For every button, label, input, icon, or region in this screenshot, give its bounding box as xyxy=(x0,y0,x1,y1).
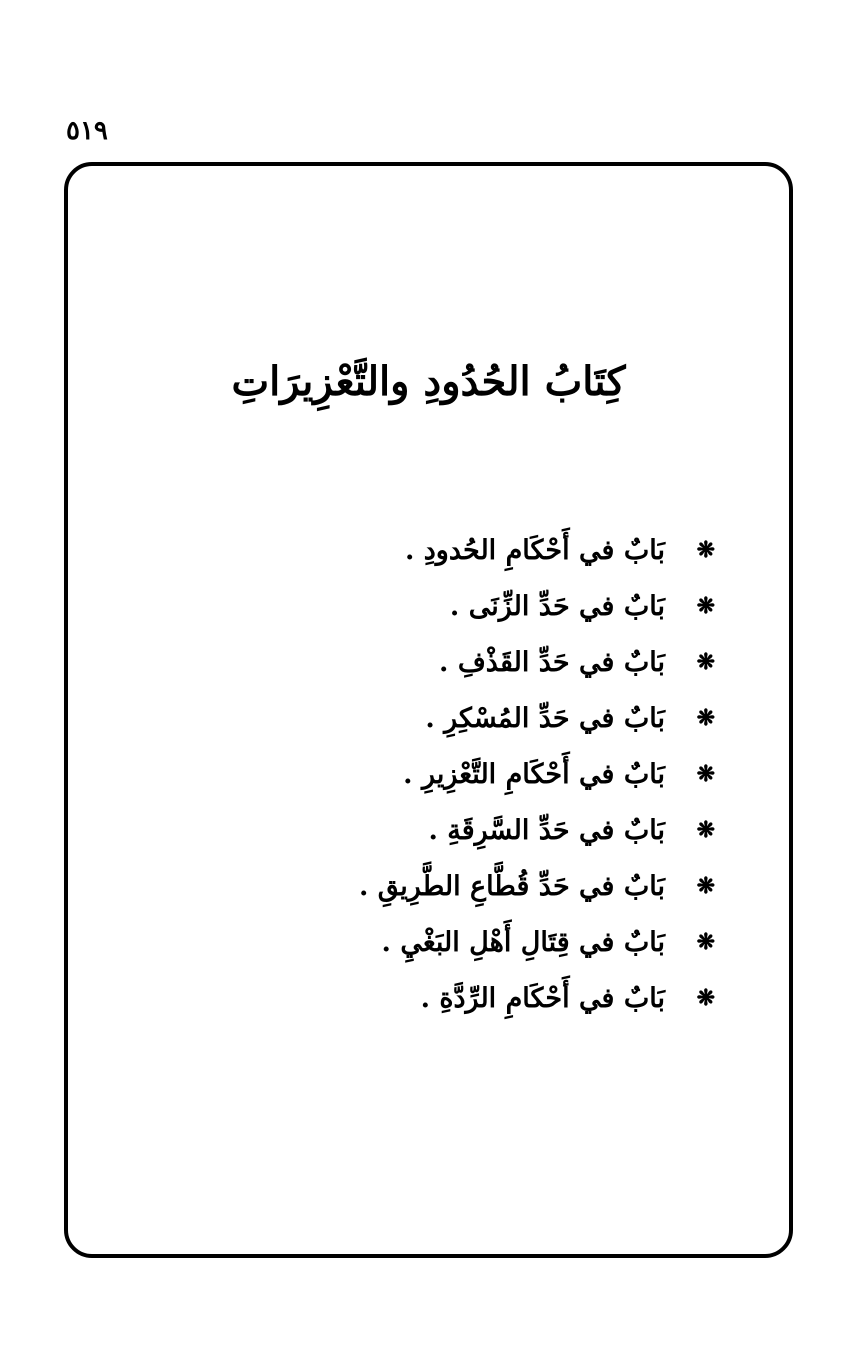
asterisk-bullet-icon: ❋ xyxy=(696,649,715,675)
asterisk-bullet-icon: ❋ xyxy=(696,593,715,619)
chapter-title: بَابٌ في حَدِّ قُطَّاعِ الطَّرِيقِ . xyxy=(358,870,665,902)
asterisk-bullet-icon: ❋ xyxy=(696,985,715,1011)
chapter-item xyxy=(359,522,715,578)
chapter-item xyxy=(359,578,715,634)
chapter-item xyxy=(359,970,715,1026)
chapter-item xyxy=(359,858,715,914)
chapter-title: بَابٌ في أَحْكَامِ التَّعْزِيرِ . xyxy=(403,758,665,790)
chapter-title: بَابٌ في أَحْكَامِ الرِّدَّةِ . xyxy=(420,982,665,1014)
chapter-item xyxy=(359,634,715,690)
chapter-title: بَابٌ في حَدِّ الزِّنَى . xyxy=(449,590,665,622)
chapter-title: بَابٌ في قِتَالِ أَهْلِ البَغْيِ . xyxy=(381,926,665,958)
chapter-title: بَابٌ في حَدِّ المُسْكِرِ . xyxy=(425,702,665,734)
page-number: ٥١٩ xyxy=(66,116,108,146)
chapter-title: بَابٌ في حَدِّ السَّرِقَةِ . xyxy=(428,814,665,846)
chapter-title: بَابٌ في أَحْكَامِ الحُدودِ . xyxy=(404,534,665,566)
asterisk-bullet-icon: ❋ xyxy=(696,817,715,843)
asterisk-bullet-icon: ❋ xyxy=(696,929,715,955)
asterisk-bullet-icon: ❋ xyxy=(696,761,715,787)
chapter-item xyxy=(359,914,715,970)
chapter-item xyxy=(359,690,715,746)
asterisk-bullet-icon: ❋ xyxy=(696,705,715,731)
asterisk-bullet-icon: ❋ xyxy=(696,537,715,563)
chapter-list xyxy=(359,522,715,1026)
chapter-item xyxy=(359,746,715,802)
asterisk-bullet-icon: ❋ xyxy=(696,873,715,899)
chapter-item xyxy=(359,802,715,858)
chapter-title: بَابٌ في حَدِّ القَذْفِ . xyxy=(439,646,665,678)
book-title: كِتَابُ الحُدُودِ والتَّعْزِيرَاتِ xyxy=(231,358,626,405)
